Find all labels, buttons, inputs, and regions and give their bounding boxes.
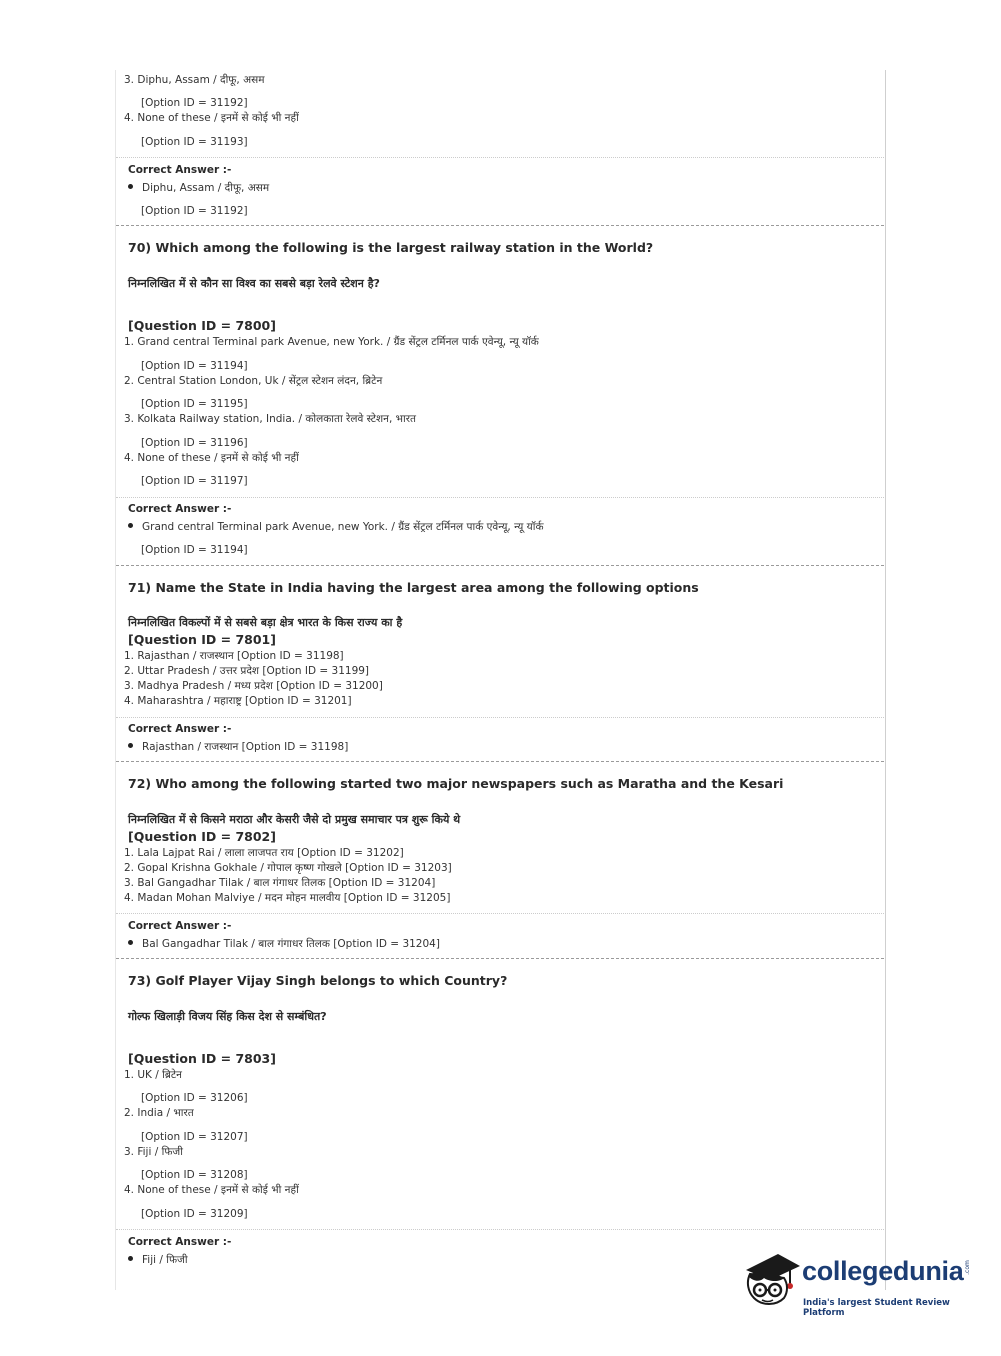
correct-answer-text: Rajasthan / राजस्थान [Option ID = 31198]: [142, 741, 349, 753]
option-id: [Option ID = 31194]: [141, 360, 248, 372]
question-separator: [116, 761, 884, 762]
correct-answer: [128, 521, 544, 534]
correct-answer-text: Bal Gangadhar Tilak / बाल गंगाधर तिलक [Option ID = 31204]: [142, 938, 440, 950]
question-70: 70) Which among the following is the largest railway station in the World?: [128, 240, 654, 255]
option-2: 2. Uttar Pradesh / उत्तर प्रदेश [Option ID = 31199]: [124, 665, 370, 677]
correct-answer-text: Fiji / फिजी: [142, 1254, 188, 1266]
correct-answer-label: Correct Answer :-: [128, 920, 232, 932]
question-73-hindi: गोल्फ खिलाड़ी विजय सिंह किस देश से सम्बंधित?: [128, 1010, 327, 1023]
logo-wordmark: collegedunia: [802, 1256, 964, 1286]
correct-answer-label: Correct Answer :-: [128, 1236, 232, 1248]
option-id: [Option ID = 31196]: [141, 437, 248, 449]
question-id: [Question ID = 7802]: [128, 829, 276, 844]
option-id: [Option ID = 31192]: [141, 97, 248, 109]
question-72-hindi: निम्नलिखित में से किसने मराठा और केसरी जैसे दो प्रमुख समाचार पत्र शुरू किये थे: [128, 813, 461, 826]
option-2: 2. Central Station London, Uk / सेंट्रल स्टेशन लंदन, ब्रिटेन: [124, 375, 383, 387]
option-4: 4. Maharashtra / महाराष्ट्र [Option ID = 31201]: [124, 695, 352, 707]
question-73: 73) Golf Player Vijay Singh belongs to which Country?: [128, 973, 508, 988]
option-id: [Option ID = 31209]: [141, 1208, 248, 1220]
option-id: [Option ID = 31206]: [141, 1092, 248, 1104]
correct-answer: [128, 741, 348, 754]
question-id: [Question ID = 7801]: [128, 632, 276, 647]
question-72: 72) Who among the following started two major newspapers such as Maratha and the Kesari: [128, 776, 784, 791]
option-3: 3. Madhya Pradesh / मध्य प्रदेश [Option ID = 31200]: [124, 680, 383, 692]
question-id: [Question ID = 7803]: [128, 1051, 276, 1066]
option-1: 1. Rajasthan / राजस्थान [Option ID = 31198]: [124, 650, 344, 662]
correct-answer: [128, 1254, 188, 1267]
correct-answer: [128, 182, 269, 195]
option-4: 4. None of these / इनमें से कोई भी नहीं: [124, 1184, 299, 1196]
divider: [116, 1229, 884, 1230]
option-id: [Option ID = 31197]: [141, 475, 248, 487]
divider: [116, 497, 884, 498]
option-4: 4. None of these / इनमें से कोई भी नहीं: [124, 112, 299, 124]
option-4: 4. Madan Mohan Malviye / मदन मोहन मालवीय [Option ID = 31205]: [124, 892, 451, 904]
correct-answer-text: Grand central Terminal park Avenue, new York. / ग्रैंड सेंट्रल टर्मिनल पार्क एवेन्यू, न्यू यॉर्क: [142, 521, 544, 533]
graduate-mascot-icon: [740, 1248, 804, 1310]
option-2: 2. Gopal Krishna Gokhale / गोपाल कृष्ण गोखले [Option ID = 31203]: [124, 862, 452, 874]
logo-tagline: India's largest Student Review Platform: [803, 1298, 950, 1318]
question-separator: [116, 565, 884, 566]
option-2: 2. India / भारत: [124, 1107, 194, 1119]
option-1: 1. Lala Lajpat Rai / लाला लाजपत राय [Option ID = 31202]: [124, 847, 404, 859]
correct-answer-text: Diphu, Assam / दीफू, असम: [142, 182, 270, 194]
option-id: [Option ID = 31208]: [141, 1169, 248, 1181]
bullet-icon: [128, 1256, 133, 1261]
bullet-icon: [128, 523, 133, 528]
correct-answer-label: Correct Answer :-: [128, 503, 232, 515]
option-id: [Option ID = 31192]: [141, 205, 248, 217]
correct-answer-label: Correct Answer :-: [128, 164, 232, 176]
option-3: 3. Diphu, Assam / दीफू, असम: [124, 74, 265, 86]
question-separator: [116, 225, 884, 226]
question-separator: [116, 958, 884, 959]
bullet-icon: [128, 743, 133, 748]
question-id: [Question ID = 7800]: [128, 318, 276, 333]
option-3: 3. Kolkata Railway station, India. / कोलकाता रेलवे स्टेशन, भारत: [124, 413, 417, 425]
correct-answer: [128, 938, 440, 951]
option-id: [Option ID = 31195]: [141, 398, 248, 410]
question-71: 71) Name the State in India having the largest area among the following options: [128, 580, 699, 595]
bullet-icon: [128, 940, 133, 945]
divider: [116, 157, 884, 158]
logo-dotcom: .com: [963, 1260, 971, 1275]
option-1: 1. Grand central Terminal park Avenue, new York. / ग्रैंड सेंट्रल टर्मिनल पार्क एवेन्यू, न्यू यॉर्क: [124, 336, 539, 348]
divider: [116, 717, 884, 718]
question-70-hindi: निम्नलिखित में से कौन सा विश्व का सबसे बड़ा रेलवे स्टेशन है?: [128, 277, 380, 290]
question-71-hindi: निम्नलिखित विकल्पों में से सबसे बड़ा क्षेत्र भारत के किस राज्य का है: [128, 616, 403, 629]
collegedunia-logo[interactable]: [740, 1248, 970, 1318]
option-1: 1. UK / ब्रिटेन: [124, 1069, 182, 1081]
correct-answer-label: Correct Answer :-: [128, 723, 232, 735]
option-id: [Option ID = 31194]: [141, 544, 248, 556]
option-4: 4. None of these / इनमें से कोई भी नहीं: [124, 452, 299, 464]
divider: [116, 913, 884, 914]
option-id: [Option ID = 31193]: [141, 136, 248, 148]
option-3: 3. Bal Gangadhar Tilak / बाल गंगाधर तिलक [Option ID = 31204]: [124, 877, 436, 889]
option-3: 3. Fiji / फिजी: [124, 1146, 183, 1158]
bullet-icon: [128, 184, 133, 189]
option-id: [Option ID = 31207]: [141, 1131, 248, 1143]
